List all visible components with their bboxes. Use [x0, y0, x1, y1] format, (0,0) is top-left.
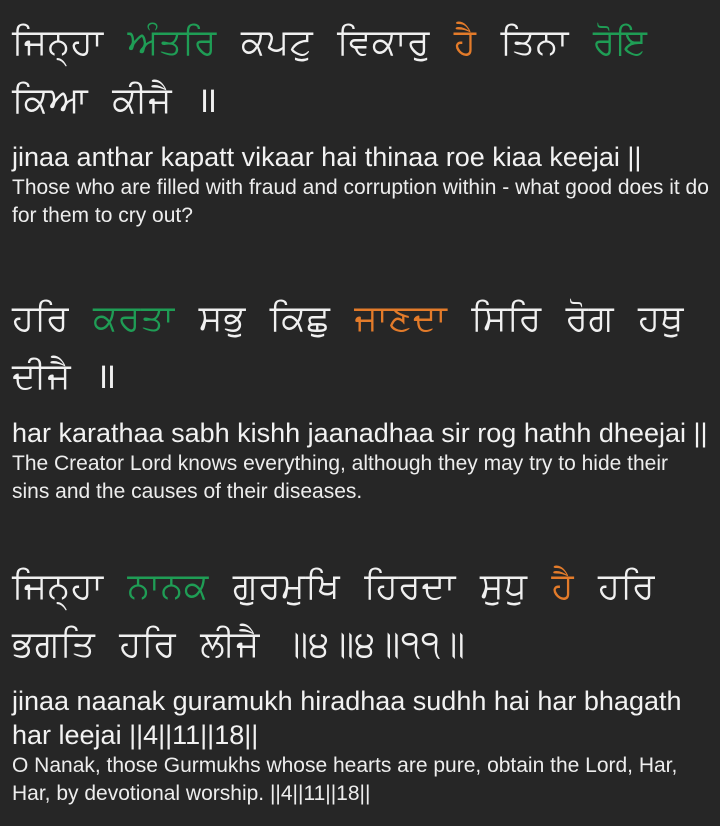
- translation: Those who are filled with fraud and corruption within - what good does it do for them to cry out?: [12, 176, 709, 227]
- gurmukhi-word: ਨਾਨਕ: [127, 566, 209, 607]
- gurmukhi-word: ਭਗਤਿ: [12, 624, 96, 665]
- gurmukhi-line: [12, 290, 710, 406]
- gurmukhi-word: ਲੀਜੈ: [200, 624, 260, 665]
- stanza-1: [12, 14, 710, 230]
- gurmukhi-word: ਦੀਜੈ: [12, 356, 72, 397]
- gurmukhi-word: ਹਿਰਦਾ: [364, 566, 456, 607]
- gurmukhi-word: ਜਿਨ੍ਹਾ: [12, 566, 104, 607]
- gurmukhi-word: ਕਰਤਾ: [92, 298, 175, 339]
- gurmukhi-word: ਰੋਗ: [565, 298, 615, 339]
- gurmukhi-word: ਸਭੁ: [198, 298, 246, 339]
- gurmukhi-word: ਅੰਤਰਿ: [127, 22, 217, 63]
- stanza-3: [12, 558, 710, 808]
- gurmukhi-word: ਹੈ: [551, 566, 575, 607]
- gurmukhi-word: ॥੪॥੪॥੧੧॥: [283, 624, 466, 665]
- translation: O Nanak, those Gurmukhs whose hearts are pure, obtain the Lord, Har, Har, by devotional worship. ||4||11||18||: [12, 754, 678, 805]
- gurmukhi-word: ਹਰਿ: [598, 566, 656, 607]
- gurmukhi-word: ॥: [196, 80, 219, 121]
- gurmukhi-word: ਸੁਧੁ: [479, 566, 528, 607]
- gurmukhi-word: ਹੈ: [453, 22, 477, 63]
- gurmukhi-word: ॥: [95, 356, 118, 397]
- transliteration: jinaa anthar kapatt vikaar hai thinaa roe kiaa keejai ||: [12, 142, 642, 172]
- gurmukhi-word: ਹਥੁ: [637, 298, 684, 339]
- gurmukhi-word: ਵਿਕਾਰੁ: [337, 22, 430, 63]
- stanza-2: [12, 290, 710, 506]
- gurmukhi-word: ਕੀਜੈ: [112, 80, 173, 121]
- gurmukhi-word: ਜਾਣਦਾ: [354, 298, 448, 339]
- gurmukhi-word: ਕਪਟੁ: [240, 22, 314, 63]
- gurmukhi-word: ਤਿਨਾ: [500, 22, 569, 63]
- gurmukhi-word: ਕਿਆ: [12, 80, 89, 121]
- transliteration: har karathaa sabh kishh jaanadhaa sir rog hathh dheejai ||: [12, 418, 708, 448]
- gurmukhi-word: ਹਰਿ: [12, 298, 70, 339]
- gurmukhi-word: ਰੋਇ: [592, 22, 648, 63]
- transliteration: jinaa naanak guramukh hiradhaa sudhh hai har bhagath har leejai ||4||11||18||: [12, 686, 682, 750]
- gurmukhi-word: ਕਿਛੁ: [269, 298, 331, 339]
- gurmukhi-word: ਸਿਰਿ: [471, 298, 542, 339]
- gurmukhi-word: ਹਰਿ: [119, 624, 177, 665]
- gurmukhi-line: [12, 14, 710, 130]
- translation: The Creator Lord knows everything, although they may try to hide their sins and the causes of their diseases.: [12, 452, 669, 503]
- gurmukhi-line: [12, 558, 710, 674]
- gurmukhi-word: ਗੁਰਮੁਖਿ: [232, 566, 341, 607]
- gurmukhi-word: ਜਿਨ੍ਹਾ: [12, 22, 104, 63]
